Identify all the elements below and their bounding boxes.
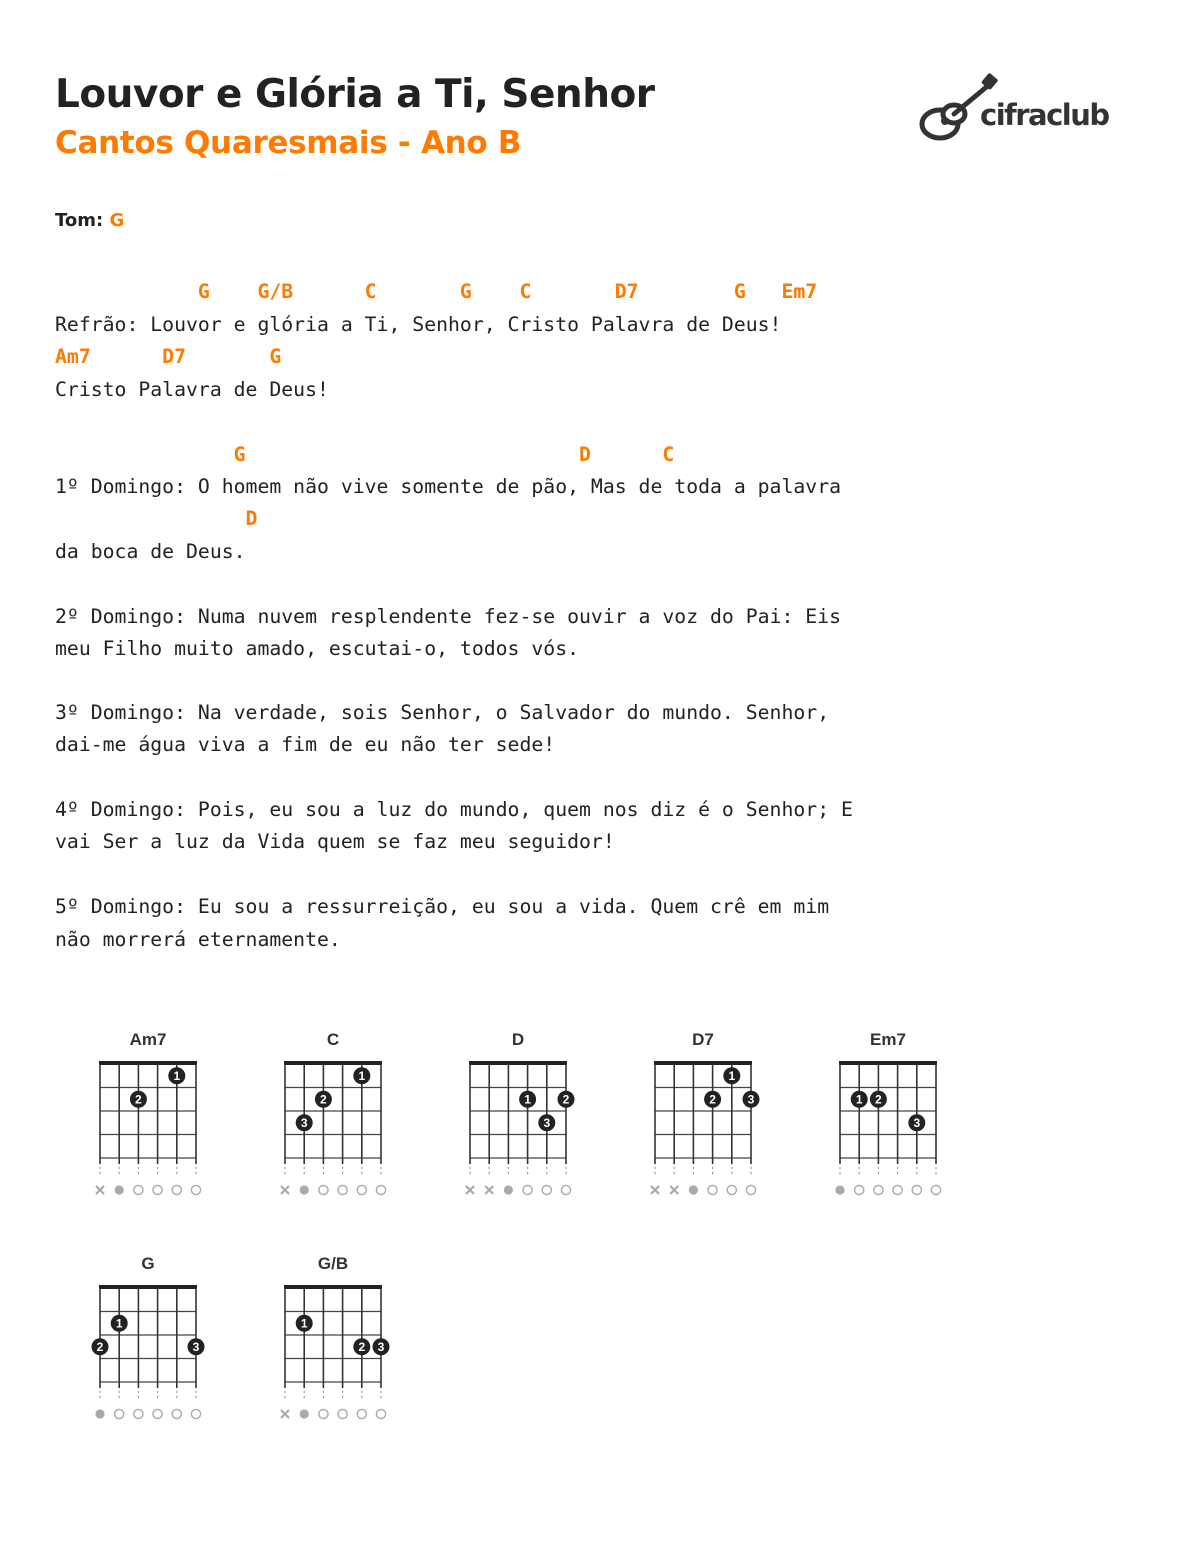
open-string-icon [912, 1185, 921, 1194]
finger-number: 3 [747, 1092, 755, 1107]
chord-line[interactable]: G D C [55, 443, 675, 466]
nut [284, 1285, 382, 1289]
muted-string-icon [651, 1186, 659, 1194]
muted-string-icon [670, 1186, 678, 1194]
open-string-icon [134, 1185, 143, 1194]
chord-diagram-name: G [141, 1254, 155, 1273]
open-string-icon [319, 1409, 328, 1418]
finger-number: 2 [135, 1092, 142, 1107]
finger-dot [908, 1114, 925, 1131]
chord-diagram[interactable] [823, 1030, 953, 1220]
chord-line[interactable]: Am7 D7 G [55, 345, 282, 368]
finger-number: 1 [300, 1316, 308, 1331]
lyric-line: 2º Domingo: Numa nuvem resplendente fez-se ouvir a voz do Pai: Eis [55, 605, 842, 628]
logo-wordmark: cifraclub [980, 98, 1109, 132]
nut [99, 1285, 197, 1289]
open-string-icon [134, 1409, 143, 1418]
fretboard [453, 1052, 583, 1227]
finger-number: 2 [96, 1339, 104, 1354]
chord-diagram-name: Am7 [129, 1030, 167, 1049]
lyric-line: 5º Domingo: Eu sou a ressurreição, eu sou a vida. Quem crê em mim [55, 895, 830, 918]
open-string-icon [855, 1185, 864, 1194]
finger-dot [188, 1338, 205, 1355]
finger-dot [296, 1315, 313, 1332]
finger-dot [130, 1091, 147, 1108]
fretboard [268, 1276, 398, 1451]
finger-number: 3 [192, 1339, 200, 1354]
open-string-icon [172, 1185, 181, 1194]
finger-number: 3 [377, 1339, 385, 1354]
finger-number: 1 [358, 1068, 366, 1083]
lyric-line: Cristo Palavra de Deus! [55, 378, 329, 401]
open-string-icon [172, 1409, 181, 1418]
key-label: Tom: [55, 210, 104, 231]
open-string-icon [153, 1185, 162, 1194]
root-string-icon [689, 1185, 698, 1194]
finger-dot [704, 1091, 721, 1108]
finger-number: 3 [913, 1115, 921, 1130]
nut [839, 1061, 937, 1065]
song-subtitle: Cantos Quaresmais - Ano B [55, 125, 522, 161]
nut [654, 1061, 752, 1065]
finger-dot [851, 1091, 868, 1108]
root-string-icon [504, 1185, 513, 1194]
muted-string-icon [281, 1186, 289, 1194]
muted-string-icon [96, 1186, 104, 1194]
open-string-icon [523, 1185, 532, 1194]
open-string-icon [874, 1185, 883, 1194]
root-string-icon [115, 1185, 124, 1194]
open-string-icon [115, 1409, 124, 1418]
chord-diagram-name: D [511, 1030, 525, 1049]
chord-diagram[interactable] [83, 1254, 213, 1444]
root-string-icon [300, 1409, 309, 1418]
finger-dot [519, 1091, 536, 1108]
open-string-icon [727, 1185, 736, 1194]
muted-string-icon [466, 1186, 474, 1194]
open-string-icon [746, 1185, 755, 1194]
finger-number: 2 [320, 1092, 327, 1107]
open-string-icon [338, 1185, 347, 1194]
open-string-icon [931, 1185, 940, 1194]
chord-line[interactable]: G G/B C G C D7 G Em7 [55, 280, 818, 303]
finger-dot [558, 1091, 575, 1108]
fretboard [268, 1052, 398, 1227]
finger-dot [743, 1091, 760, 1108]
finger-number: 1 [524, 1092, 531, 1107]
finger-dot [315, 1091, 332, 1108]
finger-number: 2 [562, 1092, 570, 1107]
open-string-icon [357, 1409, 366, 1418]
song-title: Louvor e Glória a Ti, Senhor [55, 72, 655, 117]
fretboard [638, 1052, 768, 1227]
lyric-line: dai-me água viva a fim de eu não ter sede! [55, 733, 556, 756]
finger-dot [538, 1114, 555, 1131]
lyric-line: meu Filho muito amado, escutai-o, todos vós. [55, 637, 580, 660]
finger-number: 1 [855, 1092, 863, 1107]
key-indicator [55, 210, 124, 231]
finger-dot [353, 1067, 370, 1084]
lyric-line: não morrerá eternamente. [55, 928, 341, 951]
chord-diagram[interactable] [268, 1254, 398, 1444]
lyric-line: vai Ser a luz da Vida quem se faz meu seguidor! [55, 830, 615, 853]
nut [469, 1061, 567, 1065]
finger-number: 1 [115, 1316, 123, 1331]
finger-dot [723, 1067, 740, 1084]
chord-diagram[interactable] [638, 1030, 768, 1220]
chord-diagram-name: G/B [317, 1254, 349, 1273]
finger-number: 1 [173, 1068, 181, 1083]
fretboard [83, 1276, 213, 1451]
open-string-icon [708, 1185, 717, 1194]
nut [99, 1061, 197, 1065]
chord-diagram-name: Em7 [870, 1030, 906, 1049]
finger-number: 3 [543, 1115, 551, 1130]
finger-number: 2 [875, 1092, 882, 1107]
open-string-icon [357, 1185, 366, 1194]
key-value: G [109, 210, 125, 231]
root-string-icon [835, 1185, 844, 1194]
open-string-icon [191, 1185, 200, 1194]
finger-dot [92, 1338, 109, 1355]
lyric-line: 4º Domingo: Pois, eu sou a luz do mundo, quem nos diz é o Senhor; E [55, 798, 853, 821]
open-string-icon [376, 1409, 385, 1418]
cifraclub-logo[interactable] [918, 70, 1109, 150]
open-string-icon [542, 1185, 551, 1194]
finger-number: 3 [300, 1115, 308, 1130]
chord-diagram[interactable] [453, 1030, 583, 1220]
lyric-line: Refrão: Louvor e glória a Ti, Senhor, Cristo Palavra de Deus! [55, 313, 782, 336]
chord-line[interactable]: D [55, 507, 258, 530]
open-string-icon [338, 1409, 347, 1418]
root-string-icon [300, 1185, 309, 1194]
open-string-icon [376, 1185, 385, 1194]
open-string-icon [561, 1185, 570, 1194]
nut [284, 1061, 382, 1065]
finger-number: 2 [358, 1339, 366, 1354]
open-string-icon [153, 1409, 162, 1418]
finger-dot [296, 1114, 313, 1131]
fretboard [83, 1052, 213, 1227]
root-string-icon [95, 1409, 104, 1418]
finger-dot [870, 1091, 887, 1108]
finger-dot [353, 1338, 370, 1355]
open-string-icon [893, 1185, 902, 1194]
chord-diagram[interactable] [268, 1030, 398, 1220]
finger-number: 1 [728, 1068, 736, 1083]
chord-diagram-name: C [326, 1030, 340, 1049]
lyric-line: 1º Domingo: O homem não vive somente de pão, Mas de toda a palavra [55, 475, 842, 498]
lyric-line: 3º Domingo: Na verdade, sois Senhor, o Salvador do mundo. Senhor, [55, 701, 830, 724]
finger-number: 2 [709, 1092, 716, 1107]
finger-dot [373, 1338, 390, 1355]
finger-dot [111, 1315, 128, 1332]
muted-string-icon [485, 1186, 493, 1194]
finger-dot [168, 1067, 185, 1084]
open-string-icon [191, 1409, 200, 1418]
chord-diagram[interactable] [83, 1030, 213, 1220]
open-string-icon [319, 1185, 328, 1194]
chord-diagram-name: D7 [692, 1030, 714, 1049]
fretboard [823, 1052, 953, 1227]
muted-string-icon [281, 1410, 289, 1418]
lyric-line: da boca de Deus. [55, 540, 246, 563]
